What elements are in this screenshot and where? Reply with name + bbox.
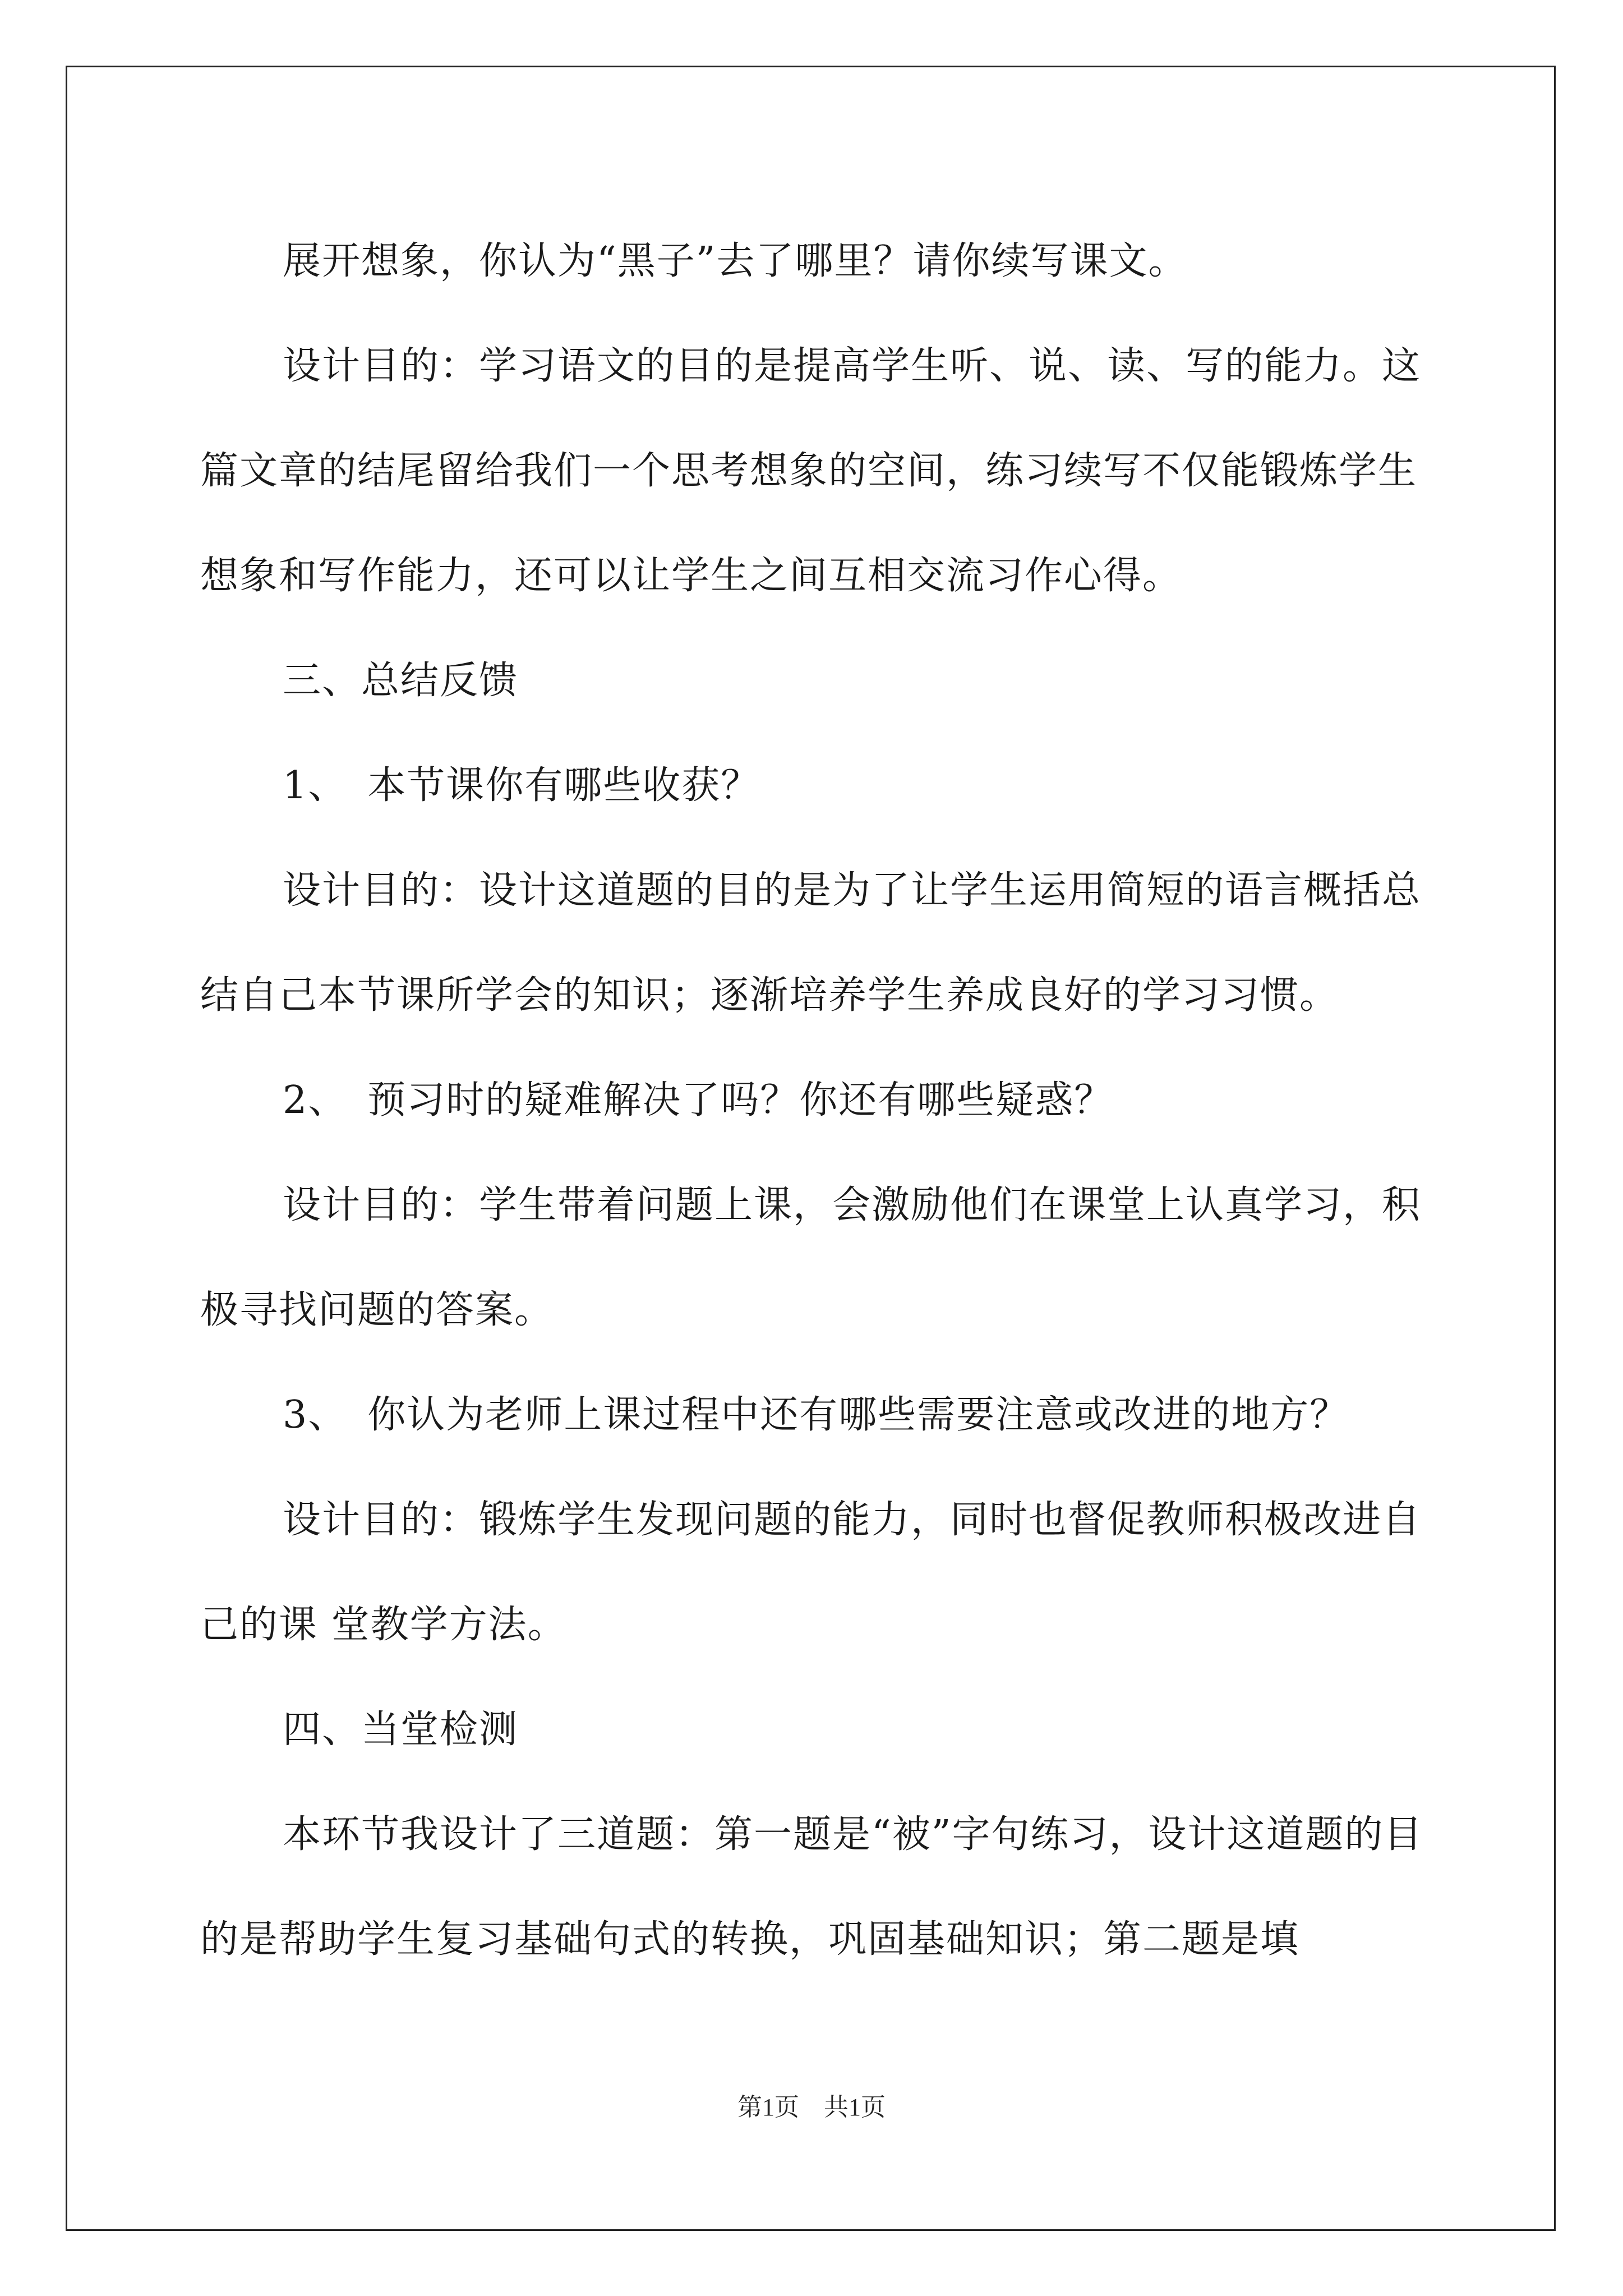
list-item: 3、 你认为老师上课过程中还有哪些需要注意或改进的地方？ <box>283 1393 1349 1437</box>
page-number-footer: 第1页 共1页 <box>737 2093 886 2121</box>
list-item: 1、 本节课你有哪些收获？ <box>283 763 760 808</box>
paragraph: 设计目的：学生带着问题上课，会激励他们在课堂上认真学习，积极寻找问题的答案。 <box>200 1183 1422 1332</box>
paragraph: 设计目的：学习语文的目的是提高学生听、说、读、写的能力。这篇文章的结尾留给我们一个思考想象的空间，练习续写不仅能锻炼学生想象和写作能力，还可以让学生之间互相交流习作心得。 <box>200 344 1422 598</box>
paragraph: 设计目的：锻炼学生发现问题的能力，同时也督促教师积极改进自己的课 堂教学方法。 <box>200 1498 1422 1647</box>
paragraph: 本环节我设计了三道题：第一题是“被”字句练习，设计这道题的目的是帮助学生复习基础句式的转换，巩固基础知识；第二题是填 <box>200 1812 1423 1962</box>
list-item: 2、 预习时的疑难解决了吗？你还有哪些疑惑？ <box>283 1078 1114 1122</box>
section-heading: 四、当堂检测 <box>283 1708 519 1752</box>
paragraph: 展开想象，你认为“黑子”去了哪里？请你续写课文。 <box>283 239 1188 283</box>
document-body <box>200 209 1426 1992</box>
paragraph: 设计目的：设计这道题的目的是为了让学生运用简短的语言概括总结自己本节课所学会的知识；逐渐培养学生养成良好的学习习惯。 <box>200 868 1422 1018</box>
section-heading: 三、总结反馈 <box>283 659 519 703</box>
